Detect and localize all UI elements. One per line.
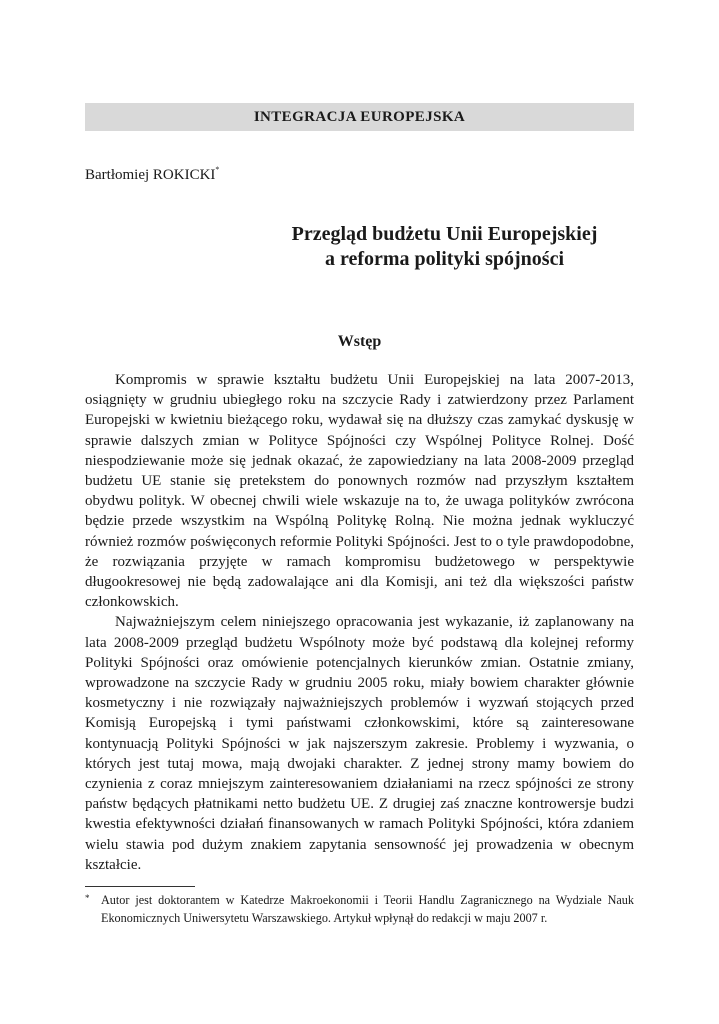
title-line-1: Przegląd budżetu Unii Europejskiej: [291, 223, 598, 245]
author-footnote-marker: *: [215, 165, 220, 174]
article-title: [85, 222, 634, 272]
section-heading: Wstęp: [337, 333, 382, 350]
paragraph-1: Kompromis w sprawie kształtu budżetu Unii Europejskiej na lata 2007-2013, osiągnięty w grudniu ubiegłego roku na szczycie Rady i zatwierdzony przez Parlament Europejski w kwietniu bieżącego roku, wydawał się na dłuższy czas zamykać dyskusję w sprawie dalszych zmian w Polityce Spójności czy Wspólnej Polityce Rolnej. Dość niespodziewanie może się jednak okazać, że zapowiedziany na lata 2008-2009 przegląd budżetu UE stanie się pretekstem do ponownych rozmów nad przyszłym kształtem obydwu polityk. W obecnej chwili wiele wskazuje na to, że uwaga polityków zwrócona będzie przede wszystkim na Wspólną Politykę Rolną. Nie można jednak wykluczyć również rozmów poświęconych reformie Polityki Spójności. Jest to o tyle prawdopodobne, że rozwiązania przyjęte w ramach kompromisu budżetowego w perspektywie długookresowej nie będą zadowalające ani dla Komisji, ani też dla większości państw członkowskich.: [85, 372, 634, 611]
title-line-2: a reforma polityki spójności: [324, 248, 565, 270]
author-line: [85, 166, 219, 184]
author-name: Bartłomiej ROKICKI: [85, 167, 216, 183]
footnote-text: Autor jest doktorantem w Katedrze Makroekonomii i Teorii Handlu Zagranicznego na Wydziale Nauk Ekonomicznych Uniwersytetu Warszawskiego. Artykuł wpłynął do redakcji w maju 2007 r.: [101, 893, 634, 925]
paragraph-2: Najważniejszym celem niniejszego opracowania jest wykazanie, iż zaplanowany na lata 2008-2009 przegląd budżetu Wspólnoty może być podstawą dla kolejnej reformy Polityki Spójności oraz omówienie potencjalnych kierunków zmian. Ostatnie zmiany, wprowadzone na szczycie Rady w grudniu 2005 roku, miały bowiem charakter głównie kosmetyczny i nie rozwiązały najważniejszych problemów i wyzwań stojących przed Komisją Europejską i tymi państwami członkowskimi, które są zainteresowane kontynuacją Polityki Spójności w jak najszerszym zakresie. Problemy i wyzwania, o których jest tutaj mowa, mają dwojaki charakter. Z jednej strony mamy bowiem do czynienia z coraz mniejszym zainteresowaniem działaniami na rzecz spójności ze strony państw będących płatnikami netto budżetu UE. Z drugiej zaś znaczne kontrowersje budzi kwestia efektywności działań finansowanych w ramach Polityki Spójności, która zdaniem wielu stawia pod dużym znakiem zapytania sensowność jej prowadzenia w obecnym kształcie.: [85, 614, 634, 873]
body-text: [85, 370, 634, 875]
section-header-band: [85, 103, 634, 131]
footnote: [85, 892, 634, 927]
footnote-marker: *: [85, 893, 90, 903]
section-label: INTEGRACJA EUROPEJSKA: [253, 108, 466, 125]
footnote-divider: [85, 886, 195, 887]
